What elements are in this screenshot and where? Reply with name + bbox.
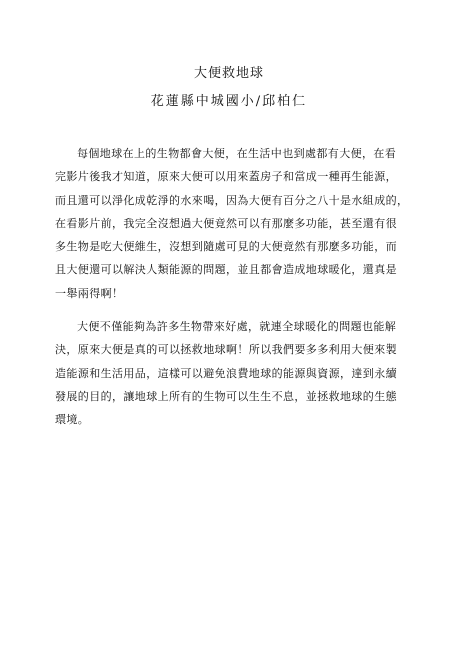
paragraph-line: 而且還可以淨化成乾淨的水來喝，因為大便有百分之八十是水組成的， — [55, 193, 409, 207]
paragraph-line: 造能源和生活用品，這樣可以避免浪費地球的能源與資源，達到永續 — [55, 366, 397, 380]
paragraph-line: 完影片後我才知道，原來大便可以用來蓋房子和當成一種再生能源， — [55, 170, 397, 184]
paragraph-line: 決，原來大便是真的可以拯救地球啊！所以我們要多多利用大便來製 — [55, 343, 397, 357]
paragraph-line: 發展的目的，讓地球上所有的生物可以生生不息，並拯救地球的生態 — [55, 389, 397, 403]
document-body — [55, 142, 410, 432]
paragraph-line: 大便不僅能夠為許多生物帶來好處，就連全球暖化的問題也能解 — [77, 320, 397, 334]
paragraph-line: 且大便還可以解決人類能源的問題，並且都會造成地球暖化，還真是 — [55, 263, 397, 277]
paragraph-line: 環境。 — [55, 413, 90, 427]
paragraph-line: 多生物是吃大便維生，沒想到隨處可見的大便竟然有那麼多功能，而 — [55, 240, 397, 254]
paragraph-2 — [55, 315, 410, 431]
paragraph-line: 每個地球在上的生物都會大便，在生活中也到處都有大便，在看 — [77, 147, 397, 160]
document-author: 花蓮縣中城國小/邱柏仁 — [150, 94, 308, 109]
document-title: 大便救地球 — [193, 66, 264, 81]
paragraph-line: 一舉兩得啊！ — [55, 286, 124, 300]
paragraph-1 — [55, 142, 410, 305]
paragraph-line: 在看影片前，我完全沒想過大便竟然可以有那麼多功能，甚至還有很 — [55, 216, 397, 230]
